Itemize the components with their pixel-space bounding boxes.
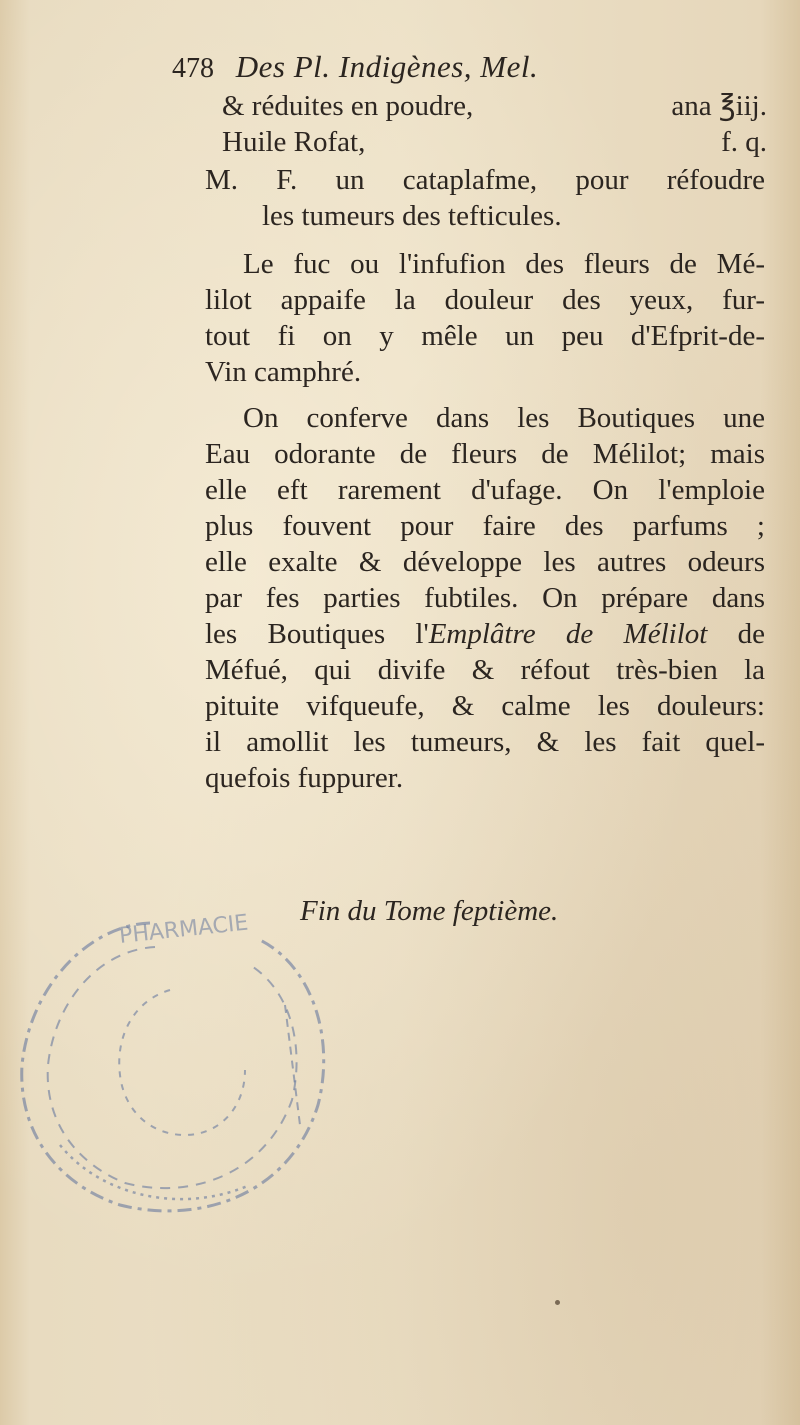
text-span: les Boutiques l' <box>205 618 429 650</box>
recipe-amount: ana ℥iij. <box>671 90 767 122</box>
library-stamp <box>0 895 340 1235</box>
running-head: Des Pl. Indigènes, Mel. <box>235 49 539 84</box>
text-span: de <box>707 618 765 650</box>
text-line: On conferve dans les Boutiques une <box>243 402 765 434</box>
recipe-line-1 <box>222 88 767 124</box>
text-line: Eau odorante de fleurs de Mélilot; mais <box>205 438 765 470</box>
page-number: 478 <box>172 53 214 84</box>
ink-speck <box>555 1300 560 1305</box>
text-line: Le fuc ou l'infufion des fleurs de Mé- <box>243 248 765 280</box>
text-line: lilot appaife la douleur des yeux, fur- <box>205 284 765 316</box>
text-line: Méfué, qui divife & réfout très-bien la <box>205 654 765 686</box>
recipe-ingredient-text: Huile Rofat, <box>222 126 366 158</box>
text-line: Vin camphré. <box>205 356 362 388</box>
text-line: elle exalte & développe les autres odeurs <box>205 546 765 578</box>
recipe-ingredient-text: & réduites en poudre, <box>222 90 474 122</box>
text-line: pituite vifqueufe, & calme les douleurs: <box>205 690 765 722</box>
text-line: les tumeurs des tefticules. <box>262 200 562 232</box>
recipe-amount: f. q. <box>721 126 767 158</box>
text-line-with-title <box>205 616 765 652</box>
text-line: tout fi on y mêle un peu d'Efprit-de- <box>205 320 765 352</box>
text-line: il amollit les tumeurs, & les fait quel- <box>205 726 765 758</box>
text-line: elle eft rarement d'ufage. On l'emploie <box>205 474 765 506</box>
text-line: M. F. un cataplafme, pour réfoudre <box>205 164 765 196</box>
recipe-line-2 <box>222 124 767 160</box>
text-line: quefois fuppurer. <box>205 762 404 794</box>
remedy-title: Emplâtre de Mélilot <box>428 618 708 650</box>
text-line: par fes parties fubtiles. On prépare dans <box>205 582 765 614</box>
stamp-text: PHARMACIE <box>118 910 250 949</box>
page-header <box>172 42 772 92</box>
text-line: plus fouvent pour faire des parfums ; <box>205 510 765 542</box>
end-of-volume-text: Fin du Tome feptième. <box>300 895 559 927</box>
